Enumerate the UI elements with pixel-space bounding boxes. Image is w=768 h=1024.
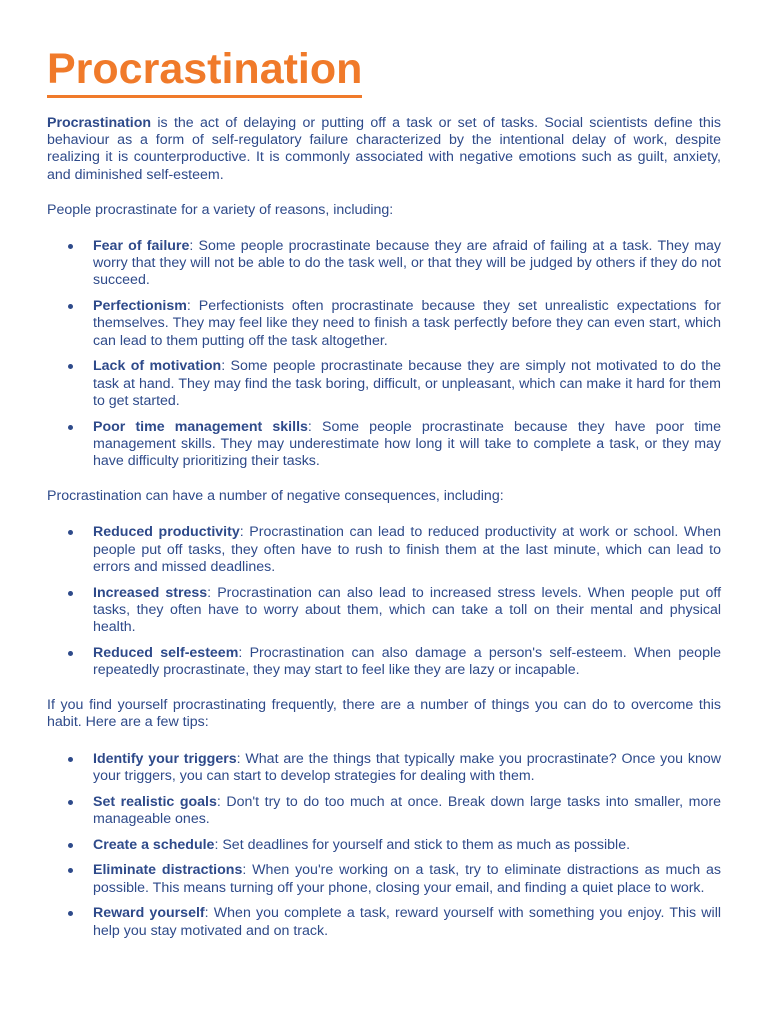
item-term: Increased stress	[93, 584, 208, 601]
bullet-icon	[68, 530, 73, 535]
item-text: : When you complete a task, reward yourself with something you enjoy. This will help you stay motivated and on track.	[93, 905, 722, 939]
list-item	[47, 524, 721, 576]
item-term: Reduced self-esteem	[93, 644, 239, 661]
document-title: Procrastination	[47, 44, 362, 98]
bullet-icon	[68, 304, 73, 309]
item-term: Reduced productivity	[93, 524, 240, 541]
item-term: Poor time management skills	[93, 418, 308, 435]
consequences-list	[47, 524, 721, 679]
item-term: Eliminate distractions	[93, 862, 243, 879]
item-text: : What are the things that typically make you procrastinate? Once you know your triggers, you can start to develop strategies for dealing with them.	[93, 750, 721, 784]
item-text: : Set deadlines for yourself and stick to them as much as possible.	[214, 836, 631, 853]
reasons-list	[47, 238, 721, 470]
item-text: : Procrastination can also damage a person's self-esteem. When people repeatedly procrastinate, they may start to feel like they are lazy or incapable.	[93, 644, 721, 679]
bullet-icon	[68, 364, 73, 369]
reasons-lead: People procrastinate for a variety of reasons, including:	[47, 201, 394, 218]
bullet-icon	[68, 591, 73, 596]
tips-lead: If you find yourself procrastinating frequently, there are a number of things you can do to overcome this habit. Here are a few tips:	[47, 697, 721, 731]
item-term: Lack of motivation	[93, 358, 222, 375]
bullet-icon	[68, 651, 73, 656]
item-text: : Some people procrastinate because they are simply not motivated to do the task at hand. They may find the task boring, difficult, or unpleasant, which can make it hard for them to get started.	[93, 358, 721, 409]
list-item	[47, 585, 721, 637]
intro-term: Procrastination	[47, 115, 152, 131]
item-term: Reward yourself	[93, 905, 205, 922]
bullet-icon	[68, 843, 73, 848]
list-item	[47, 238, 721, 290]
bullet-icon	[68, 757, 73, 762]
item-text: : Perfectionists often procrastinate because they set unrealistic expectations for themselves. They may feel like they need to finish a task perfectly before they can even start, which can lead to them putting off the task altogether.	[93, 298, 721, 349]
list-item	[47, 358, 721, 410]
item-text: : Procrastination can also lead to increased stress levels. When people put off tasks, they often have to worry about them, which can take a toll on their mental and physical health.	[93, 584, 722, 636]
list-item	[47, 419, 721, 471]
list-item	[47, 751, 721, 785]
bullet-icon	[68, 425, 73, 430]
item-term: Set realistic goals	[93, 793, 217, 810]
consequences-lead: Procrastination can have a number of negative consequences, including:	[47, 488, 504, 505]
item-term: Create a schedule	[93, 836, 215, 853]
item-term: Fear of failure	[93, 238, 190, 255]
list-item	[47, 862, 721, 896]
item-term: Perfectionism	[93, 298, 187, 315]
list-item	[47, 794, 721, 828]
intro-text: is the act of delaying or putting off a task or set of tasks. Social scientists define this behaviour as a form of self-regulatory failure characterized by the intentional delay of work, despite realizing it is counterproductive. It is commonly associated with negative emotions such as guilt, anxiety, and diminished self-esteem.	[47, 115, 721, 183]
item-text: : Some people procrastinate because they are afraid of failing at a task. They may worry that they will not be able to do the task well, or that they will be judged by others if they do not succeed.	[93, 238, 721, 289]
intro-paragraph	[47, 115, 721, 184]
tips-list	[47, 751, 721, 940]
bullet-icon	[68, 911, 73, 916]
item-text: : Procrastination can lead to reduced productivity at work or school. When people put off tasks, they often have to rush to finish them at the last minute, which can lead to errors and missed deadlines.	[93, 524, 721, 575]
bullet-icon	[68, 800, 73, 805]
list-item	[47, 837, 721, 854]
list-item	[47, 645, 721, 679]
bullet-icon	[68, 244, 73, 249]
list-item	[47, 298, 721, 350]
list-item	[47, 905, 721, 939]
item-text: : When you're working on a task, try to eliminate distractions as much as possible. This means turning off your phone, closing your email, and finding a quiet place to work.	[93, 862, 721, 896]
bullet-icon	[68, 868, 73, 873]
item-term: Identify your triggers	[93, 750, 237, 767]
item-text: : Some people procrastinate because they have poor time management skills. They may underestimate how long it will take to complete a task, or they may have difficulty prioritizing their tasks.	[93, 418, 722, 470]
item-text: : Don't try to do too much at once. Break down large tasks into smaller, more manageable ones.	[93, 793, 721, 827]
